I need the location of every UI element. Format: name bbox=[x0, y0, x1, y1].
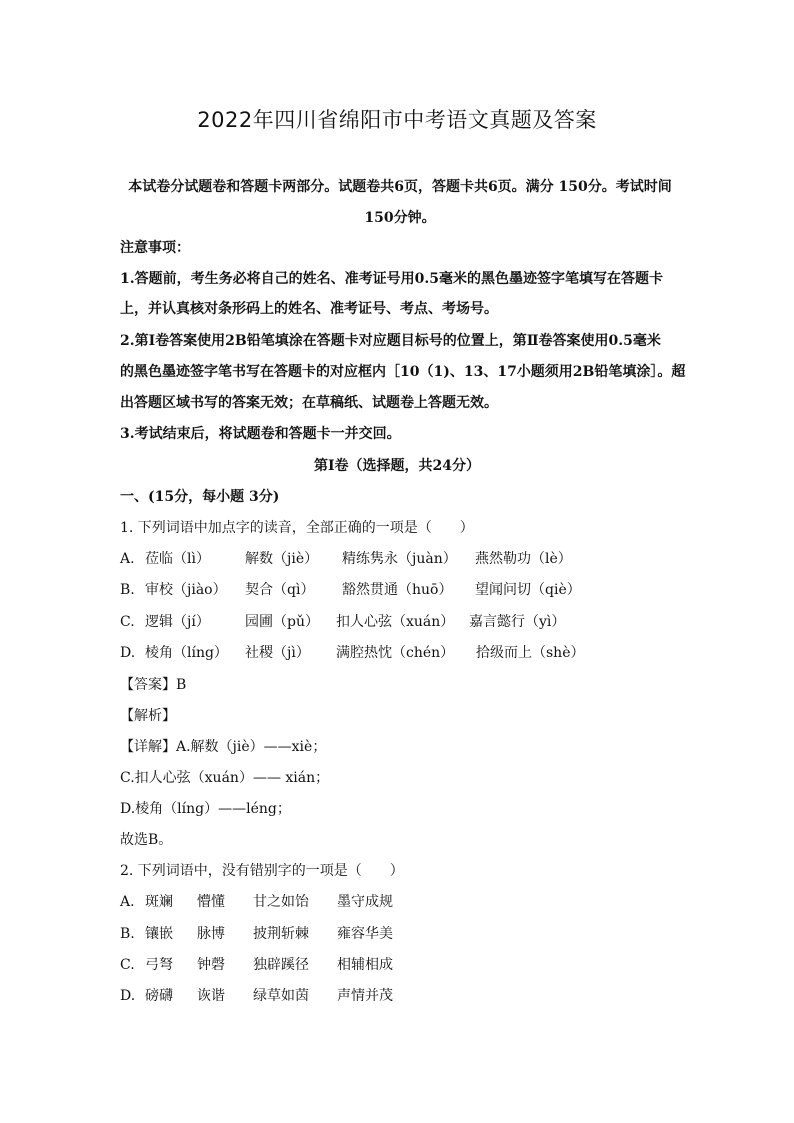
detail-line-3: D.棱角（líng）——léng； bbox=[120, 801, 291, 817]
option-label: C. bbox=[120, 957, 135, 973]
option-item: 镶嵌 bbox=[145, 926, 173, 942]
conclusion-line: 故选B。 bbox=[120, 832, 173, 848]
option-item: 独辟蹊径 bbox=[253, 957, 309, 973]
option-item: 诙谐 bbox=[197, 988, 225, 1004]
question-2-option-c bbox=[120, 955, 393, 975]
option-item: 嘉言懿行（yì） bbox=[469, 614, 566, 630]
option-item: 解数（jiè） bbox=[245, 551, 319, 567]
option-item: 甘之如饴 bbox=[253, 894, 309, 910]
detail-line-2: C.扣人心弦（xuán）—— xián； bbox=[120, 770, 330, 786]
notice-heading: 注意事项： bbox=[120, 240, 190, 256]
intro-line-1: 本试卷分试题卷和答题卡两部分。试题卷共6页，答题卡共6页。满分 150分。考试时间 bbox=[128, 179, 672, 195]
option-label: A. bbox=[120, 551, 135, 567]
section-heading: 第Ⅰ卷（选择题，共24分） bbox=[313, 458, 481, 474]
notice-item-2a: 2.第Ⅰ卷答案使用2B铅笔填涂在答题卡对应题目标号的位置上，第Ⅱ卷答案使用0.5毫米 bbox=[120, 333, 661, 349]
option-item: 脉博 bbox=[197, 926, 225, 942]
option-item: 钟磬 bbox=[197, 957, 225, 973]
notice-item-1a: 1.答题前，考生务必将自己的姓名、准考证号用0.5毫米的黑色墨迹签字笔填写在答题卡 bbox=[120, 271, 663, 287]
option-item: 雍容华美 bbox=[337, 926, 393, 942]
question-2-option-d bbox=[120, 986, 393, 1006]
option-item: 精练隽永（juàn） bbox=[342, 551, 457, 567]
option-item: 声情并茂 bbox=[337, 988, 393, 1004]
question-1-stem: 1. 下列词语中加点字的读音，全部正确的一项是（ ） bbox=[120, 520, 474, 536]
option-item: 磅礴 bbox=[145, 988, 173, 1004]
option-item: 园圃（pǔ） bbox=[245, 614, 319, 630]
option-item: 墨守成规 bbox=[337, 894, 393, 910]
option-item: 弓弩 bbox=[145, 957, 173, 973]
question-2-option-b bbox=[120, 924, 393, 944]
notice-item-2c: 出答题区域书写的答案无效；在草稿纸、试题卷上答题无效。 bbox=[120, 395, 498, 411]
option-item: 燕然勒功（lè） bbox=[475, 551, 572, 567]
option-label: D. bbox=[120, 645, 136, 661]
question-2-stem: 2. 下列词语中，没有错别字的一项是（ ） bbox=[120, 863, 404, 879]
option-item: 相辅相成 bbox=[337, 957, 393, 973]
page-title: 2022年四川省绵阳市中考语文真题及答案 bbox=[197, 108, 597, 132]
question-1-option-c bbox=[120, 612, 565, 632]
option-label: B. bbox=[120, 582, 135, 598]
question-1-option-a bbox=[120, 549, 572, 569]
option-item: 审校（jiào） bbox=[145, 582, 227, 598]
option-item: 逻辑（jí） bbox=[145, 614, 210, 630]
intro-line-2: 150分钟。 bbox=[364, 210, 436, 226]
option-item: 满腔热忱（chén） bbox=[336, 645, 455, 661]
option-item: 扣人心弦（xuán） bbox=[336, 614, 455, 630]
option-item: 绿草如茵 bbox=[253, 988, 309, 1004]
analysis-heading: 【解析】 bbox=[120, 708, 176, 724]
option-item: 斑斓 bbox=[145, 894, 173, 910]
option-item: 望闻问切（qiè） bbox=[475, 582, 581, 598]
option-label: B. bbox=[120, 926, 135, 942]
option-item: 契合（qì） bbox=[245, 582, 315, 598]
option-label: D. bbox=[120, 988, 136, 1004]
part-heading: 一、(15分，每小题 3分) bbox=[120, 489, 280, 505]
option-item: 莅临（lì） bbox=[145, 551, 210, 567]
question-2-option-a bbox=[120, 892, 393, 912]
option-item: 拾级而上（shè） bbox=[476, 645, 585, 661]
exam-intro bbox=[120, 172, 680, 234]
question-1-option-b bbox=[120, 580, 581, 600]
option-item: 棱角（líng） bbox=[145, 645, 228, 661]
question-1-option-d bbox=[120, 643, 585, 663]
notice-item-1b: 上，并认真核对条形码上的姓名、准考证号、考点、考场号。 bbox=[120, 301, 498, 317]
answer-line: 【答案】B bbox=[120, 677, 187, 693]
notice-item-2b: 的黑色墨迹签字笔书写在答题卡的对应框内［10（1)、13、17小题须用2B铅笔填涂］。超 bbox=[120, 364, 686, 380]
option-label: A. bbox=[120, 894, 135, 910]
notice-item-3: 3.考试结束后，将试题卷和答题卡一并交回。 bbox=[120, 426, 401, 442]
option-item: 豁然贯通（huō） bbox=[342, 582, 453, 598]
option-item: 社稷（jì） bbox=[245, 645, 310, 661]
option-item: 懵懂 bbox=[197, 894, 225, 910]
option-label: C. bbox=[120, 614, 135, 630]
option-item: 披荆斩棘 bbox=[253, 926, 309, 942]
detail-line-1: 【详解】A.解数（jiè）——xiè； bbox=[120, 739, 327, 755]
